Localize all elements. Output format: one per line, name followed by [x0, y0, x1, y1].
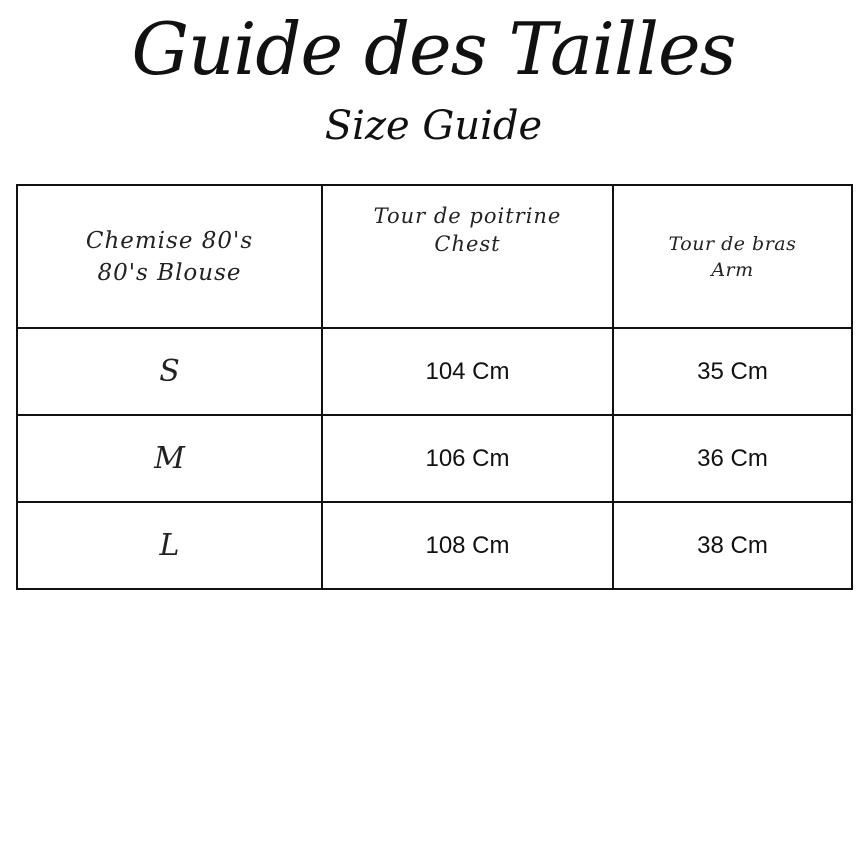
arm-value: 36 Cm: [697, 444, 768, 472]
column-header-arm-fr: Tour de bras: [668, 232, 797, 255]
column-header-arm-en: Arm: [711, 258, 754, 281]
arm-cell: [613, 415, 852, 502]
size-table: [16, 184, 853, 590]
column-header-garment-fr: Chemise 80's: [85, 227, 254, 254]
table-header-row: [17, 185, 852, 328]
column-header-chest-fr: Tour de poitrine: [373, 204, 562, 228]
column-header-arm: [613, 185, 852, 328]
column-header-garment: [17, 185, 322, 328]
size-cell: [17, 415, 322, 502]
size-cell: [17, 502, 322, 589]
arm-value: 35 Cm: [697, 357, 768, 385]
table-row: [17, 502, 852, 589]
column-header-garment-en: 80's Blouse: [97, 259, 242, 286]
column-header-chest-en: Chest: [434, 232, 501, 256]
size-label: L: [159, 528, 180, 563]
chest-value: 108 Cm: [425, 531, 510, 559]
size-label: M: [154, 441, 185, 476]
column-header-chest: [322, 185, 613, 328]
size-label: S: [159, 354, 180, 389]
chest-value: 104 Cm: [425, 357, 510, 385]
arm-cell: [613, 502, 852, 589]
size-cell: [17, 328, 322, 415]
table-row: [17, 415, 852, 502]
page-title: Guide des Tailles: [131, 7, 736, 91]
chest-cell: [322, 328, 613, 415]
table-row: [17, 328, 852, 415]
page-subtitle: Size Guide: [324, 103, 543, 149]
arm-cell: [613, 328, 852, 415]
arm-value: 38 Cm: [697, 531, 768, 559]
chest-value: 106 Cm: [425, 444, 510, 472]
chest-cell: [322, 502, 613, 589]
chest-cell: [322, 415, 613, 502]
